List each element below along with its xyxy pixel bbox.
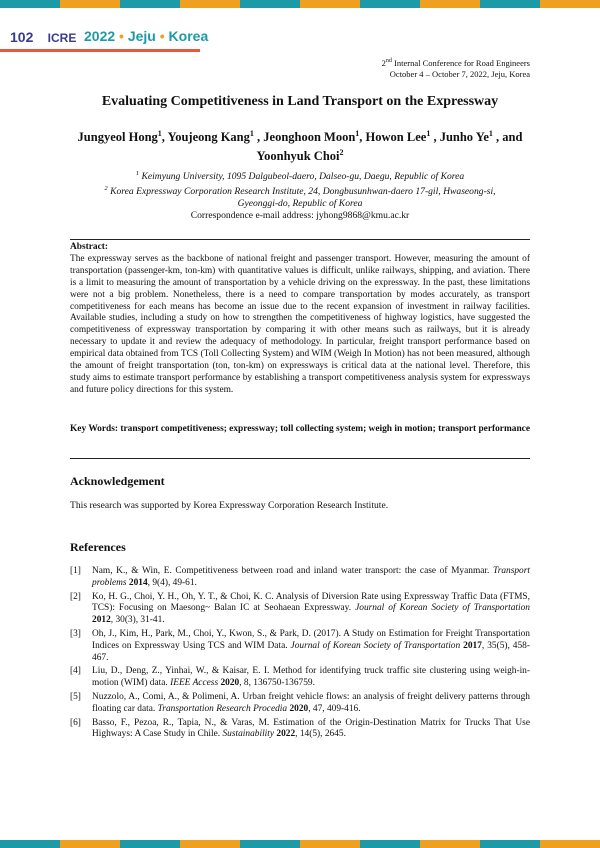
abstract-section	[70, 242, 530, 397]
stripe-segment	[480, 0, 540, 8]
reference-year: 2014	[126, 577, 148, 588]
author-separator: ,	[161, 130, 168, 145]
conference-brand	[84, 28, 208, 44]
author-affiliation-mark: 1	[157, 129, 162, 138]
author-affiliation-mark: 1	[249, 129, 254, 138]
reference-year: 2020	[218, 678, 240, 689]
conference-line-2: October 4 – October 7, 2022, Jeju, Korea	[389, 68, 530, 79]
affiliation-line: Gyeonggi-do, Republic of Korea	[237, 198, 363, 210]
reference-number: [5]	[70, 691, 81, 702]
brand-city: Jeju	[127, 28, 156, 44]
reference-number: [3]	[70, 628, 81, 639]
affiliations	[70, 168, 530, 222]
reference-journal: Transport problems	[92, 566, 530, 588]
abstract-top-rule	[70, 239, 530, 240]
reference-journal: Sustainability	[222, 729, 275, 740]
reference-item: [2] Ko, H. G., Choi, Y. H., Oh, Y. T., & Choi, K. C. Analysis of Diversion Rate using Expressway Traffic Data (FTMS, TCS): Focusing on Maesong~ Balan IC at Seohaean Expressway. Journal of Korean Society of Transportation 2012, 30(3), 31-41.	[70, 591, 530, 626]
stripe-segment	[0, 840, 60, 848]
stripe-segment	[180, 840, 240, 848]
reference-list	[70, 566, 530, 743]
reference-number: [4]	[70, 666, 81, 677]
icre-logo-icon	[44, 27, 80, 47]
page-number: 102	[10, 29, 34, 45]
reference-year: 2012	[92, 615, 111, 626]
reference-journal: Journal of Korean Society of Transportation	[290, 640, 461, 651]
reference-item: [1] Nam, K., & Win, E. Competitiveness between road and inland water transport: the case of Myanmar. Transport problems 2014, 9(4), 49-61.	[70, 566, 530, 588]
abstract-bottom-rule	[70, 458, 530, 459]
reference-journal: IEEE Access	[170, 678, 219, 689]
correspondence-email: Correspondence e-mail address: jyhong9868@kmu.ac.kr	[190, 210, 410, 222]
reference-number: [6]	[70, 717, 81, 728]
acknowledgement-heading: Acknowledgement	[70, 474, 165, 488]
author-name: Howon Lee	[365, 130, 427, 145]
reference-year: 2017	[460, 640, 482, 651]
stripe-segment	[360, 0, 420, 8]
reference-item: [4] Liu, D., Deng, Z., Yinhai, W., & Kaisar, E. I. Method for identifying truck traffic site clustering using weigh-in-motion (WIM) data. IEEE Access 2020, 8, 136750-136759.	[70, 666, 530, 689]
abstract-text: The expressway serves as the backbone of national freight and passenger transport. However, measuring the amount of transportation (passenger-km, ton-km) with quantitative values is difficult, unlike railways, shipping, and aviation. There is a limit to measuring the amount of transportation by a vehicle driving on the expressway. In the past, these limitations were not a big problem. Nonetheless, there is a need to compare transportation by modes accurately, as transport competitiveness for each means has become an issue due to the recent expansion of investment in railway facilities. Available studies, including a study on how to strengthen the competitiveness of highway logistics, have suggested the competitiveness of expressway transportation by comparing it with other means such as railways, but it is already necessary to update it and review the adequacy of methodology. In particular, freight transport performance based on empirical data obtained from TCS (Toll Collecting System) and WIM (Weigh In Motion) has not been measured, although the amount of freight transportation (ton, ton-km) on expressways is critical data at the national level. Therefore, this study aims to estimate transport performance by establishing a transport competitiveness analysis system for expressways and future policy directions for this system.	[70, 253, 530, 395]
reference-item: [6] Basso, F., Pezoa, R., Tapia, N., & Varas, M. Estimation of the Origin-Destination Matrix for Trucks That Use Highways: A Case Study in Chile. Sustainability 2022, 14(5), 2645.	[70, 717, 530, 740]
conference-info	[382, 56, 530, 80]
stripe-segment	[120, 840, 180, 848]
reference-item: [5] Nuzzolo, A., Comi, A., & Polimeni, A. Urban freight vehicle flows: an analysis of freight delivery patterns through floating car data. Transportation Research Procedia 2020, 47, 409-416.	[70, 691, 530, 714]
reference-journal: Journal of Korean Society of Transportation	[355, 603, 530, 614]
running-header	[0, 24, 600, 50]
stripe-segment	[480, 840, 540, 848]
author-name: Youjeong Kang	[167, 130, 250, 145]
affiliation-line: $^1$ Keimyung University, 1095 Dalgubeol-daero, Dalseo-gu, Daegu, Republic of Korea	[135, 170, 465, 183]
stripe-segment	[60, 840, 120, 848]
stripe-segment	[240, 0, 300, 8]
author-separator: ,	[253, 130, 264, 145]
reference-journal: Transportation Research Procedia	[157, 703, 288, 714]
stripe-segment	[300, 0, 360, 8]
author-name: Yoonhyuk Choi	[256, 149, 340, 164]
author-list	[70, 126, 530, 164]
affiliation-line: $^2$ Korea Expressway Corporation Research Institute, 24, Dongbusunhwan-daero 17-gil, Hwaseong-si,	[104, 185, 496, 198]
stripe-segment	[180, 0, 240, 8]
stripe-segment	[360, 840, 420, 848]
references-heading: References	[70, 540, 126, 554]
header-underline	[0, 49, 200, 52]
brand-country: Korea	[168, 28, 209, 44]
author-affiliation-mark: 1	[488, 129, 493, 138]
paper-title: Evaluating Competitiveness in Land Transport on the Expressway	[101, 94, 499, 109]
stripe-segment	[540, 840, 600, 848]
author-affiliation-mark: 2	[339, 148, 344, 158]
reference-year: 2022	[274, 729, 296, 740]
author-affiliation-mark: 1	[355, 129, 360, 138]
abstract-heading: Abstract:	[70, 242, 109, 252]
bottom-color-stripe	[0, 840, 600, 848]
reference-number: [2]	[70, 591, 81, 602]
stripe-segment	[300, 840, 360, 848]
stripe-segment	[420, 840, 480, 848]
stripe-segment	[540, 0, 600, 8]
keywords: Key Words: transport competitiveness; expressway; toll collecting system; weigh in motion; transport performance	[70, 424, 530, 434]
stripe-segment	[420, 0, 480, 8]
author-separator: ,	[359, 130, 366, 145]
author-name: Junho Ye	[439, 130, 489, 145]
brand-bullet: •	[119, 28, 124, 44]
brand-bullet: •	[159, 28, 165, 44]
brand-year: 2022	[84, 28, 116, 44]
reference-item: [3] Oh, J., Kim, H., Park, M., Choi, Y., Kwon, S., & Park, D. (2017). A Study on Estimation for Freight Transportation Indices on Expressway Using TCS and WIM Data. Journal of Korean Society of Transportation 2017, 35(5), 458-467.	[70, 628, 530, 663]
conference-line-1: 2nd Internal Conference for Road Engineers	[381, 57, 530, 68]
author-separator: ,	[430, 130, 440, 145]
acknowledgement-text: This research was supported by Korea Expressway Corporation Research Institute.	[70, 500, 389, 511]
stripe-segment	[0, 0, 60, 8]
stripe-segment	[240, 840, 300, 848]
stripe-segment	[60, 0, 120, 8]
logo-text: ICRE	[47, 31, 77, 45]
stripe-segment	[120, 0, 180, 8]
author-name: Jeonghoon Moon	[263, 130, 356, 145]
author-affiliation-mark: 1	[426, 129, 431, 138]
author-separator: , and	[492, 130, 523, 145]
author-name: Jungyeol Hong	[77, 130, 158, 145]
top-color-stripe	[0, 0, 600, 8]
reference-number: [1]	[70, 566, 81, 576]
reference-year: 2020	[287, 703, 309, 714]
